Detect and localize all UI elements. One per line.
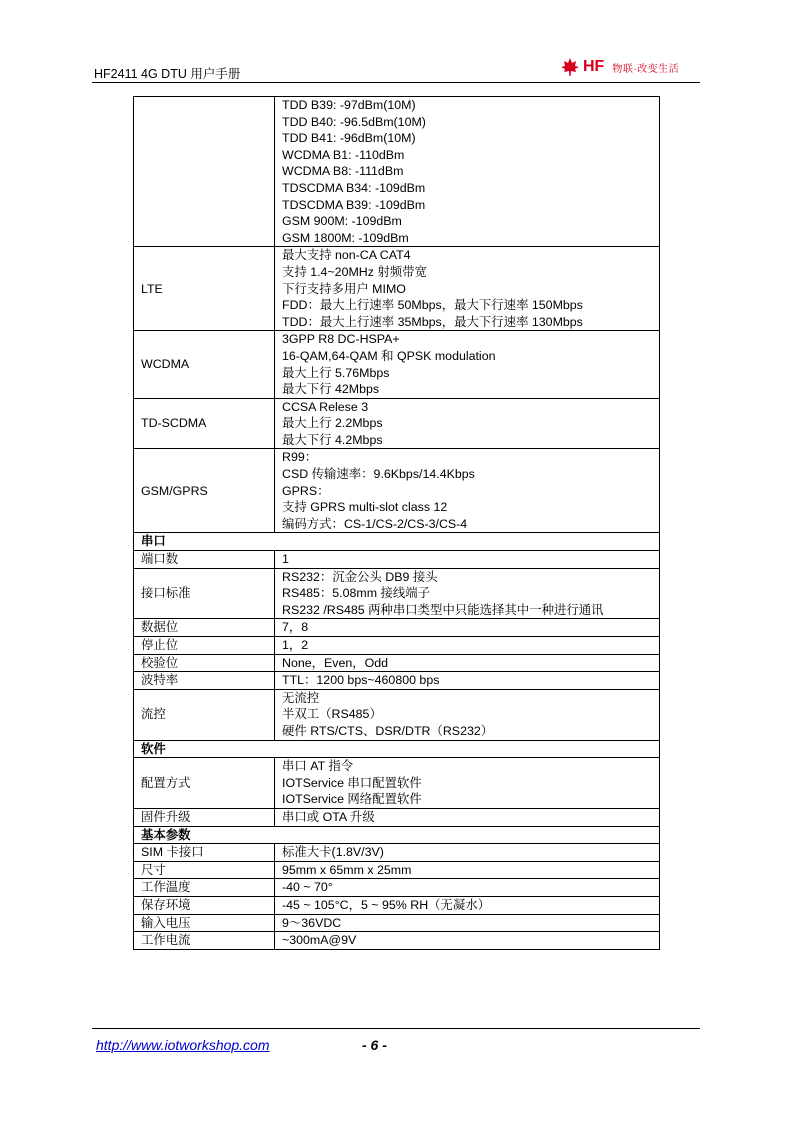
param-label: 保存环境: [134, 896, 275, 914]
value-line: 3GPP R8 DC-HSPA+: [282, 332, 400, 347]
param-label: LTE: [134, 247, 275, 331]
value-line: 最大上行 5.76Mbps: [282, 365, 390, 380]
param-label: 波特率: [134, 672, 275, 690]
param-value: [275, 808, 660, 826]
logo-text: HF: [583, 58, 605, 75]
param-value: [275, 247, 660, 331]
value-line: GPRS：: [282, 483, 330, 498]
value-line: 标准大卡(1.8V/3V): [282, 845, 384, 860]
table-row: [134, 758, 660, 809]
param-label: 端口数: [134, 551, 275, 569]
value-line: CSD 传输速率：9.6Kbps/14.4Kbps: [282, 467, 475, 482]
param-value: [275, 914, 660, 932]
section-header-row: [134, 740, 660, 758]
section-title: 软件: [134, 740, 660, 758]
value-line: WCDMA B1: -110dBm: [282, 147, 405, 162]
table-row: [134, 861, 660, 879]
value-line: 串口 AT 指令: [282, 759, 354, 774]
value-line: 9～36VDC: [282, 915, 342, 930]
section-title: 基本参数: [134, 826, 660, 844]
param-label: 数据位: [134, 619, 275, 637]
value-line: TDSCDMA B34: -109dBm: [282, 180, 426, 195]
value-line: 16-QAM,64-QAM 和 QPSK modulation: [282, 348, 496, 363]
param-label: 接口标准: [134, 568, 275, 619]
section-header-row: [134, 826, 660, 844]
param-value: [275, 568, 660, 619]
table-row: [134, 97, 660, 247]
value-line: 半双工（RS485）: [282, 707, 382, 722]
param-label: 输入电压: [134, 914, 275, 932]
table-row: [134, 932, 660, 950]
table-row: [134, 619, 660, 637]
param-label: GSM/GPRS: [134, 449, 275, 533]
value-line: 7，8: [282, 620, 309, 635]
param-label: SIM 卡接口: [134, 844, 275, 862]
param-label: 校验位: [134, 654, 275, 672]
value-line: 无流控: [282, 690, 320, 705]
param-label: 停止位: [134, 637, 275, 655]
document-title: HF2411 4G DTU 用户手册: [94, 67, 241, 81]
section-header-row: [134, 533, 660, 551]
value-line: TTL：1200 bps~460800 bps: [282, 673, 440, 688]
param-value: [275, 398, 660, 449]
param-label: 工作温度: [134, 879, 275, 897]
param-value: [275, 861, 660, 879]
value-line: 最大支持 non-CA CAT4: [282, 248, 411, 263]
value-line: GSM 1800M: -109dBm: [282, 230, 409, 245]
param-value: [275, 551, 660, 569]
param-value: [275, 672, 660, 690]
header-divider: [92, 82, 700, 83]
logo-slogan: 物联·改变生活: [612, 63, 680, 75]
param-label: 尺寸: [134, 861, 275, 879]
param-label: 配置方式: [134, 758, 275, 809]
table-row: [134, 398, 660, 449]
param-value: [275, 758, 660, 809]
value-line: 下行支持多用户 MIMO: [282, 281, 406, 296]
value-line: 最大上行 2.2Mbps: [282, 416, 383, 431]
table-row: [134, 568, 660, 619]
table-row: [134, 844, 660, 862]
param-label: [134, 97, 275, 247]
website-link[interactable]: http://www.iotworkshop.com: [96, 1037, 270, 1053]
value-line: TDD B40: -96.5dBm(10M): [282, 114, 426, 129]
table-row: [134, 689, 660, 740]
value-line: TDD B39: -97dBm(10M): [282, 98, 416, 112]
section-title: 串口: [134, 533, 660, 551]
value-line: -45 ~ 105°C，5 ~ 95% RH（无凝水）: [282, 897, 491, 912]
param-value: [275, 844, 660, 862]
param-value: [275, 637, 660, 655]
param-value: [275, 654, 660, 672]
param-label: WCDMA: [134, 331, 275, 398]
table-row: [134, 896, 660, 914]
page-number: - 6 -: [362, 1037, 387, 1053]
maple-leaf-icon: [560, 57, 580, 77]
param-value: [275, 896, 660, 914]
brand-logo: [560, 55, 679, 79]
value-line: None，Even，Odd: [282, 655, 389, 670]
value-line: 95mm x 65mm x 25mm: [282, 862, 412, 877]
table-row: [134, 551, 660, 569]
param-value: [275, 331, 660, 398]
spec-table: [133, 96, 660, 950]
param-value: [275, 449, 660, 533]
table-row: [134, 914, 660, 932]
value-line: GSM 900M: -109dBm: [282, 214, 402, 229]
value-line: RS232：沉金公头 DB9 接头: [282, 569, 438, 584]
param-label: TD-SCDMA: [134, 398, 275, 449]
table-row: [134, 331, 660, 398]
param-label: 流控: [134, 689, 275, 740]
value-line: 编码方式：CS-1/CS-2/CS-3/CS-4: [282, 516, 468, 531]
param-value: [275, 97, 660, 247]
value-line: 硬件 RTS/CTS、DSR/DTR（RS232）: [282, 723, 494, 738]
value-line: 1，2: [282, 638, 309, 652]
value-line: 1: [282, 552, 289, 567]
value-line: CCSA Relese 3: [282, 399, 369, 414]
param-value: [275, 619, 660, 637]
value-line: -40 ~ 70°: [282, 880, 333, 895]
param-value: [275, 932, 660, 950]
value-line: ~300mA@9V: [282, 933, 357, 948]
param-label: 工作电流: [134, 932, 275, 950]
value-line: R99：: [282, 450, 318, 465]
value-line: WCDMA B8: -111dBm: [282, 164, 404, 179]
value-line: 串口或 OTA 升级: [282, 809, 375, 824]
value-line: 支持 GPRS multi-slot class 12: [282, 500, 448, 515]
footer-divider: [92, 1028, 700, 1029]
value-line: RS232 /RS485 两种串口类型中只能选择其中一种进行通讯: [282, 602, 604, 617]
table-row: [134, 247, 660, 331]
param-value: [275, 689, 660, 740]
table-row: [134, 637, 660, 655]
value-line: TDD B41: -96dBm(10M): [282, 131, 416, 146]
value-line: FDD：最大上行速率 50Mbps，最大下行速率 150Mbps: [282, 298, 583, 313]
value-line: TDSCDMA B39: -109dBm: [282, 197, 426, 212]
table-row: [134, 672, 660, 690]
value-line: IOTService 网络配置软件: [282, 792, 422, 807]
table-row: [134, 654, 660, 672]
param-label: 固件升级: [134, 808, 275, 826]
table-row: [134, 449, 660, 533]
value-line: TDD：最大上行速率 35Mbps，最大下行速率 130Mbps: [282, 314, 583, 329]
value-line: 最大下行 4.2Mbps: [282, 432, 383, 447]
table-row: [134, 808, 660, 826]
value-line: RS485：5.08mm 接线端子: [282, 586, 431, 601]
param-value: [275, 879, 660, 897]
value-line: IOTService 串口配置软件: [282, 775, 422, 790]
value-line: 最大下行 42Mbps: [282, 382, 380, 397]
table-row: [134, 879, 660, 897]
value-line: 支持 1.4~20MHz 射频带宽: [282, 264, 427, 279]
